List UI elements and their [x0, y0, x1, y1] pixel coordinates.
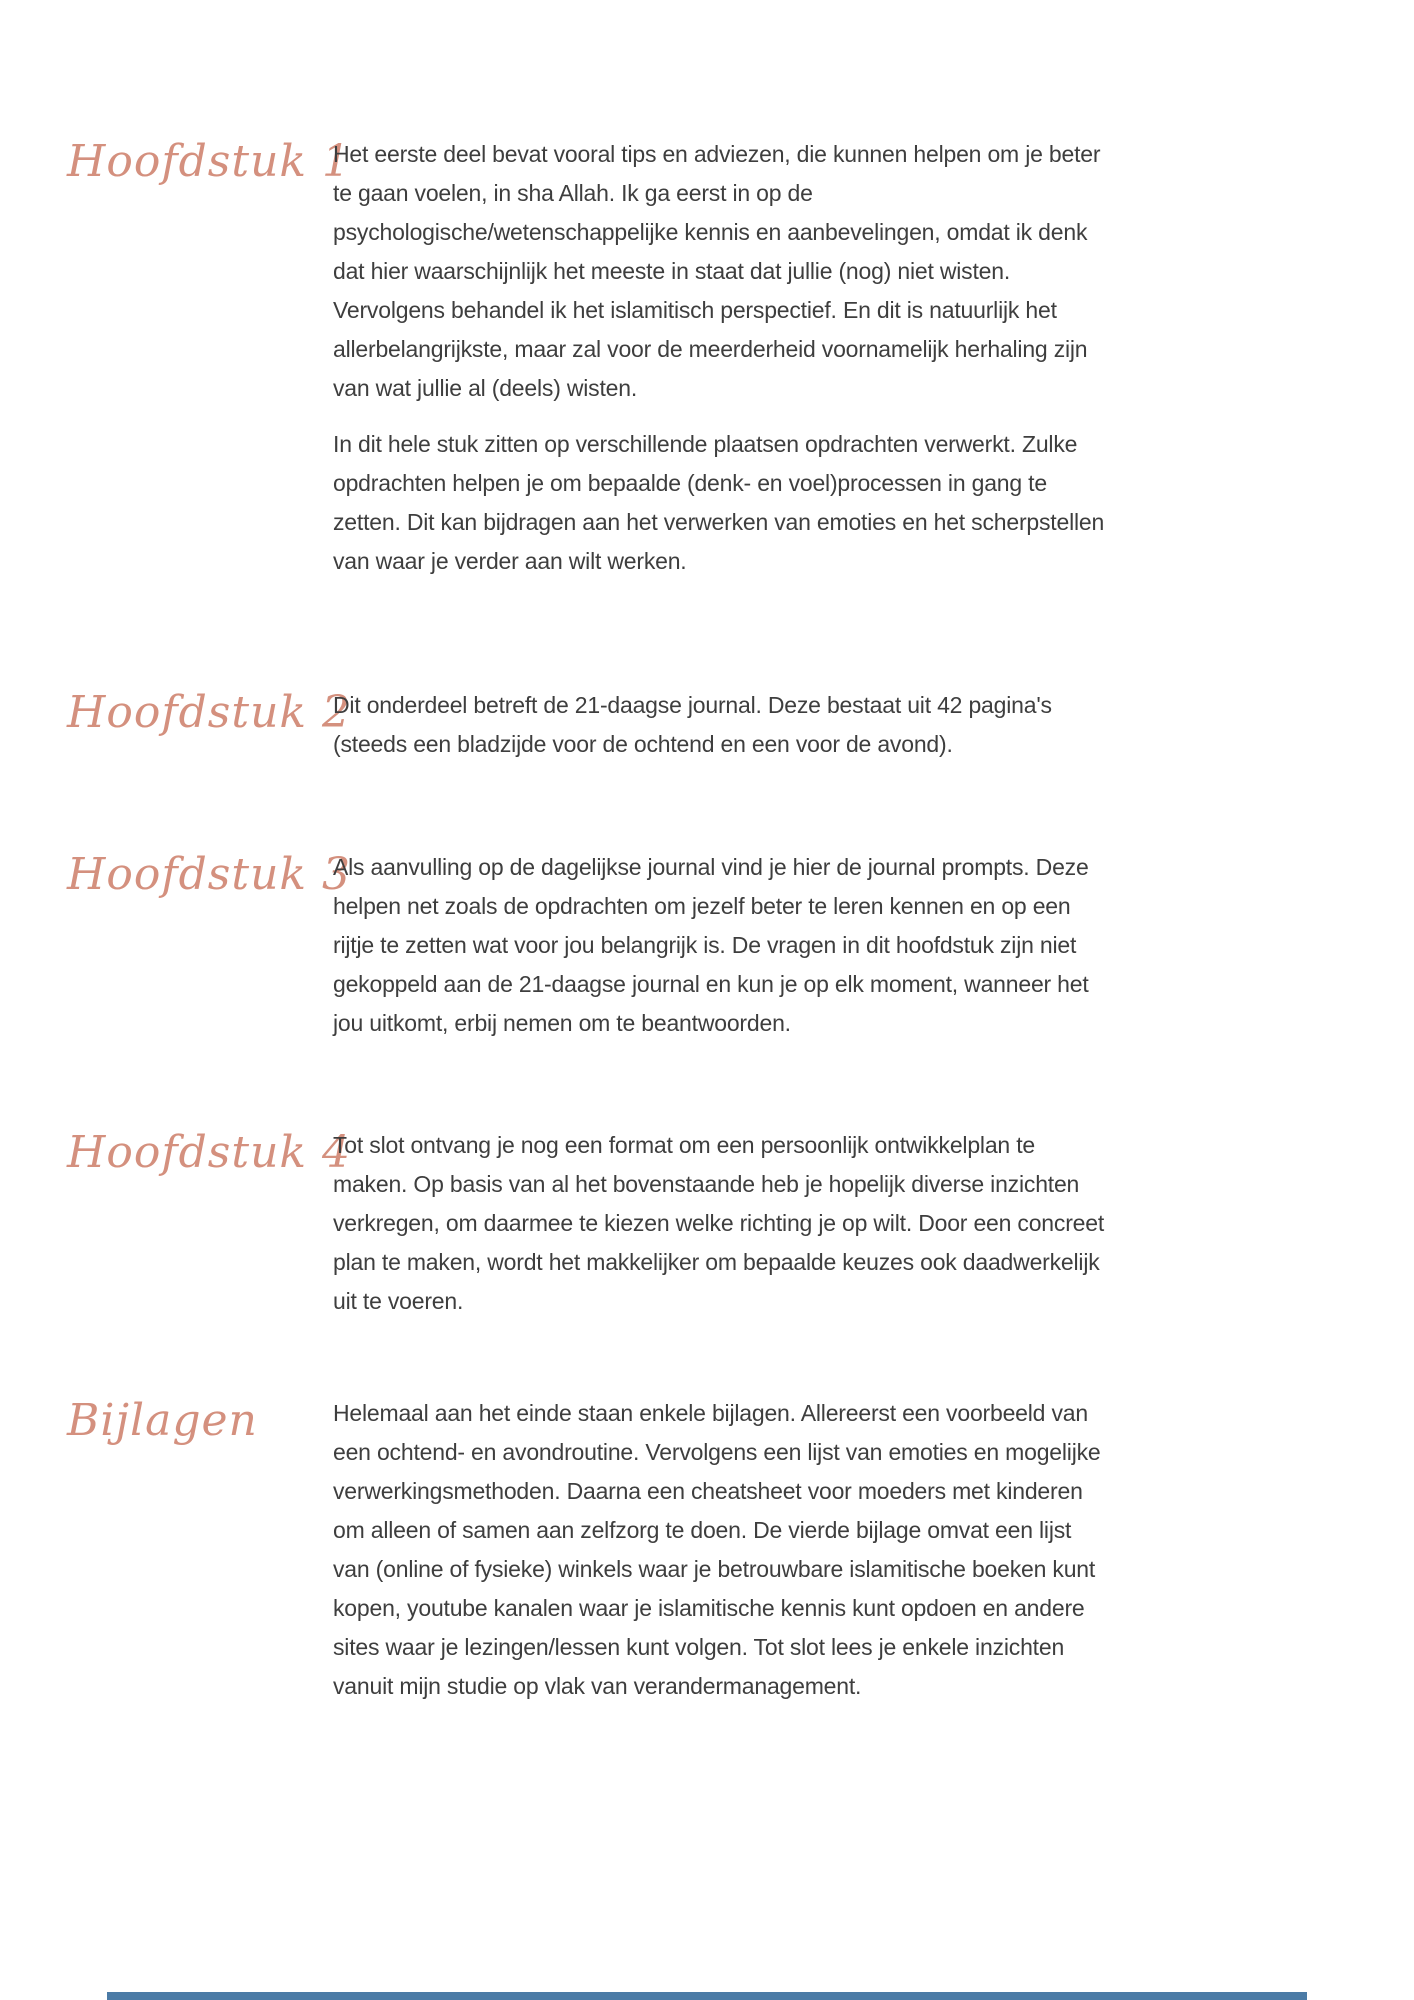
- paragraph: Tot slot ontvang je nog een format om een persoonlijk ontwikkelplan te maken. Op basis van al het bovenstaande heb je hopelijk diverse inzichten verkregen, om daarmee te kiezen welke richting je op wilt. Door een concreet plan te maken, wordt het makkelijker om bepaalde keuzes ook daadwerkelijk uit te voeren.: [333, 1132, 1105, 1314]
- section-hoofdstuk-3: [0, 848, 1414, 1043]
- heading-column: [0, 135, 352, 188]
- body-column: [333, 686, 1111, 764]
- section-bijlagen: [0, 1394, 1414, 1706]
- paragraph: Het eerste deel bevat vooral tips en adviezen, die kunnen helpen om je beter te gaan voelen, in sha Allah. Ik ga eerst in op de psychologische/wetenschappelijke kennis en aanbevelingen, omdat ik denk dat hier waarschijnlijk het meeste in staat dat jullie (nog) niet wisten. Vervolgens behandel ik het islamitisch perspectief. En dit is natuurlijk het allerbelangrijkste, maar zal voor de meerderheid voornamelijk herhaling zijn van wat jullie al (deels) wisten.: [333, 141, 1101, 401]
- heading-column: [0, 848, 352, 901]
- section-hoofdstuk-1: [0, 135, 1414, 581]
- section-heading-bijlagen: Bijlagen: [67, 1395, 258, 1446]
- section-hoofdstuk-2: [0, 686, 1414, 764]
- paragraph: Helemaal aan het einde staan enkele bijlagen. Allereerst een voorbeeld van een ochtend- en avondroutine. Vervolgens een lijst van emoties en mogelijke verwerkingsmethoden. Daarna een cheatsheet voor moeders met kinderen om alleen of samen aan zelfzorg te doen. De vierde bijlage omvat een lijst van (online of fysieke) winkels waar je betrouwbare islamitische boeken kunt kopen, youtube kanalen waar je islamitische kennis kunt opdoen en andere sites waar je lezingen/lessen kunt volgen. Tot slot lees je enkele inzichten vanuit mijn studie op vlak van verandermanagement.: [333, 1400, 1101, 1699]
- heading-column: [0, 686, 352, 739]
- body-column: [333, 1394, 1111, 1706]
- section-heading-hoofdstuk-4: Hoofdstuk 4: [67, 1127, 352, 1178]
- body-column: [333, 1126, 1111, 1321]
- heading-column: [0, 1394, 333, 1447]
- heading-column: [0, 1126, 352, 1179]
- paragraph: Als aanvulling op de dagelijkse journal vind je hier de journal prompts. Deze helpen net zoals de opdrachten om jezelf beter te leren kennen en op een rijtje te zetten wat voor jou belangrijk is. De vragen in dit hoofdstuk zijn niet gekoppeld aan de 21-daagse journal en kun je op elk moment, wanneer het jou uitkomt, erbij nemen om te beantwoorden.: [333, 854, 1089, 1036]
- footer-bar: [107, 1992, 1307, 2000]
- section-heading-hoofdstuk-2: Hoofdstuk 2: [67, 687, 352, 738]
- section-heading-hoofdstuk-1: Hoofdstuk 1: [67, 136, 352, 187]
- section-hoofdstuk-4: [0, 1126, 1414, 1321]
- paragraph: In dit hele stuk zitten op verschillende plaatsen opdrachten verwerkt. Zulke opdrachten helpen je om bepaalde (denk- en voel)processen in gang te zetten. Dit kan bijdragen aan het verwerken van emoties en het scherpstellen van waar je verder aan wilt werken.: [333, 431, 1105, 574]
- body-column: [333, 135, 1111, 581]
- body-column: [333, 848, 1111, 1043]
- section-heading-hoofdstuk-3: Hoofdstuk 3: [67, 849, 352, 900]
- paragraph: Dit onderdeel betreft de 21-daagse journal. Deze bestaat uit 42 pagina's (steeds een bladzijde voor de ochtend en een voor de avond).: [333, 692, 1052, 757]
